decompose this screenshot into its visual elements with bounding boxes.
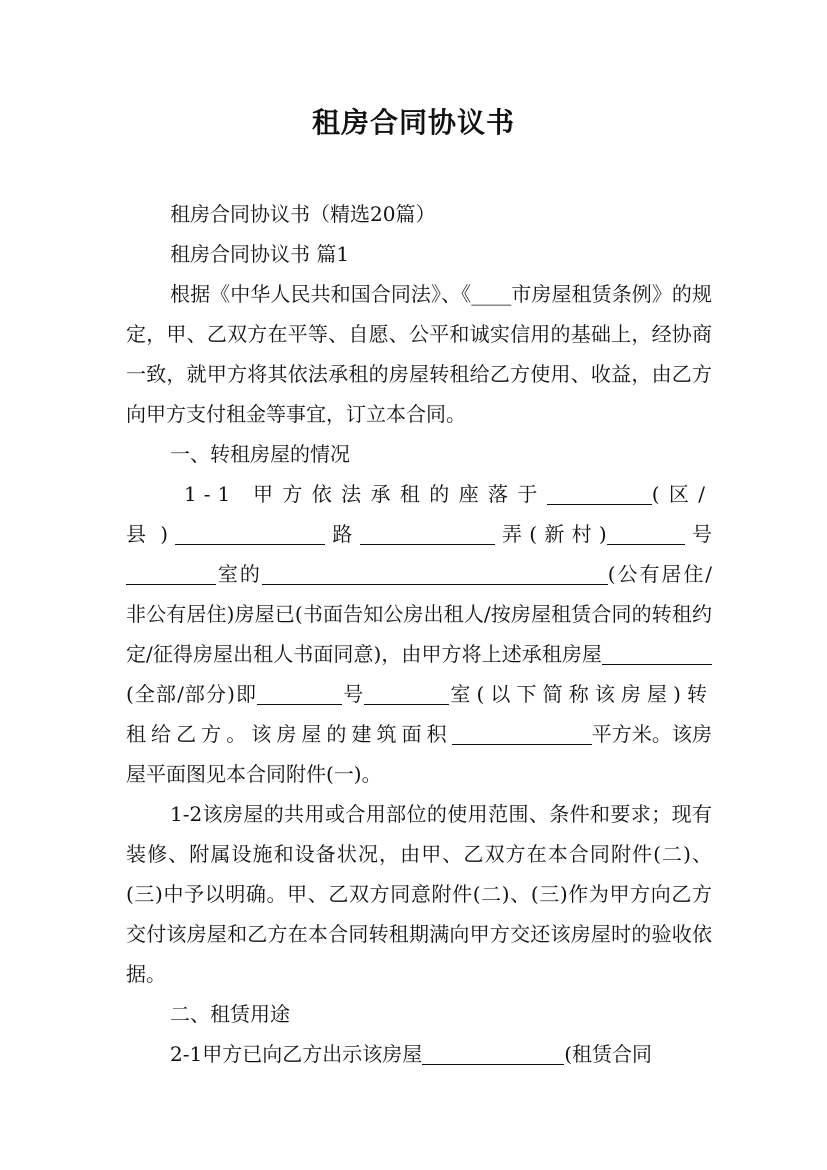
section-heading-2: 二、租赁用途 bbox=[170, 1002, 290, 1026]
blank-area bbox=[452, 720, 592, 745]
clause-1-1-text-e: 号 bbox=[684, 522, 713, 546]
clause-1-1-text-f: 室的 bbox=[216, 562, 262, 586]
clause-1-1-text-j: 室(以下简称该房屋)转租给乙方。该房屋的建筑面积 bbox=[126, 682, 713, 746]
blank-room bbox=[126, 560, 216, 585]
blank-number bbox=[607, 520, 685, 545]
intro-paragraph: 根据《中华人民共和国合同法》、《____市房屋租赁条例》的规定，甲、乙双方在平等、自愿、公平和诚实信用的基础上，经协商一致，就甲方将其依法承租的房屋转租给乙方使用、收益，由乙方向甲方支付租金等事宜，订立本合同。 bbox=[126, 282, 712, 426]
clause-1-1-text-a: 1-1 甲方依法承租的座落于 bbox=[184, 482, 547, 506]
clause-2-1 bbox=[126, 1034, 712, 1074]
clause-2-1-text-a: 2-1甲方已向乙方出示该房屋 bbox=[170, 1042, 423, 1066]
blank-lane bbox=[360, 520, 495, 545]
clause-1-2: 1-2该房屋的共用或合用部位的使用范围、条件和要求；现有装修、附属设施和设备状况，由甲、乙双方在本合同附件(二)、(三)中予以明确。甲、乙双方同意附件(二)、(三)作为甲方向乙方交付该房屋和乙方在本合同转租期满向甲方交还该房屋时的验收依据。 bbox=[126, 802, 712, 986]
clause-1-1-text-c: 路 bbox=[325, 522, 360, 546]
blank-road bbox=[175, 520, 325, 545]
blank-district bbox=[547, 480, 652, 505]
clause-1-1-text-b: (区/县) bbox=[126, 482, 712, 546]
document-title: 租房合同协议书 bbox=[311, 106, 515, 139]
clause-1-1-text-h: (全部/部分)即 bbox=[126, 682, 258, 706]
clause-1-1 bbox=[126, 474, 712, 794]
clause-1-1-text-k: 平方米。该房屋平面图见本合同附件(一)。 bbox=[126, 722, 713, 786]
chapter-heading: 租房合同协议书 篇1 bbox=[170, 242, 350, 266]
blank-whole-part bbox=[602, 640, 712, 665]
clause-1-1-text-i: 号 bbox=[342, 682, 365, 706]
clause-1-1-text-d: 弄(新村) bbox=[494, 522, 607, 546]
document-body bbox=[126, 194, 712, 1074]
blank-room-2 bbox=[364, 680, 449, 705]
document-subtitle: 租房合同协议书（精选20篇） bbox=[170, 202, 436, 226]
blank-number-2 bbox=[257, 680, 342, 705]
blank-property-type bbox=[262, 560, 608, 585]
clause-2-1-text-b: (租赁合同 bbox=[564, 1042, 653, 1066]
blank-contract-type bbox=[422, 1040, 564, 1065]
section-heading-1: 一、转租房屋的情况 bbox=[170, 442, 350, 466]
clause-1-1-text-g: (公有居住/非公有居住)房屋已(书面告知公房出租人/按房屋租赁合同的转租约定/征得房屋出租人书面同意)，由甲方将上述承租房屋 bbox=[126, 562, 712, 666]
